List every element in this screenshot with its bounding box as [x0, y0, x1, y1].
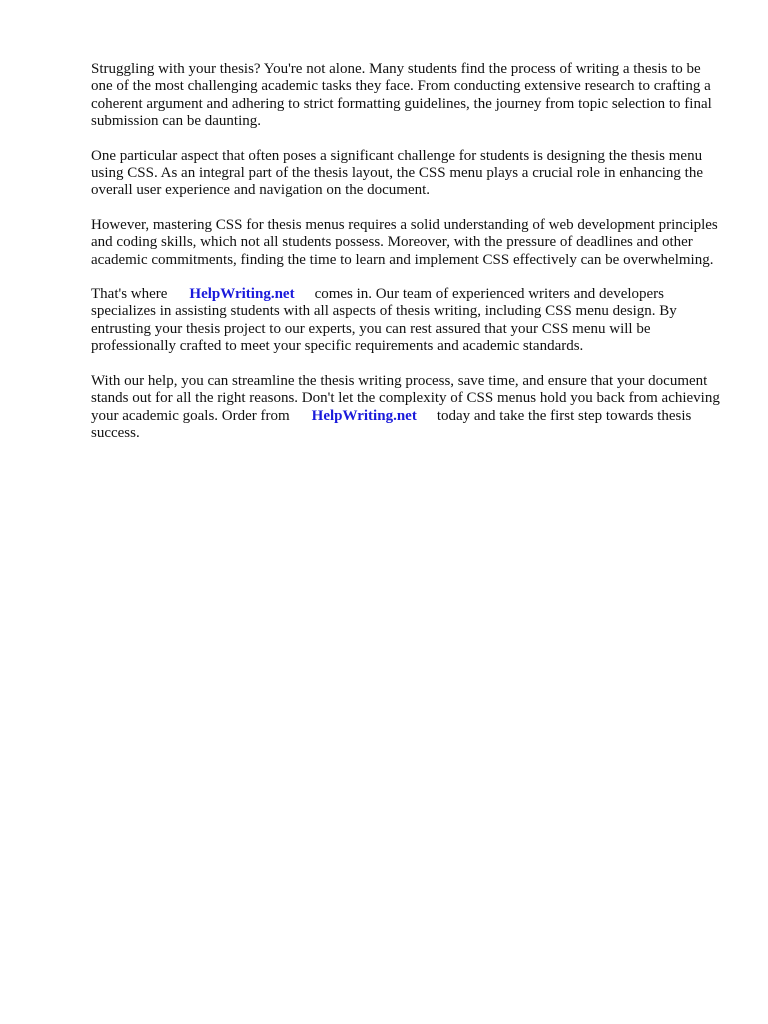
document-body [91, 61, 721, 459]
helpwriting-link[interactable]: HelpWriting.net [311, 407, 417, 424]
helpwriting-link[interactable]: HelpWriting.net [189, 286, 295, 303]
paragraph-call-to-action [91, 373, 721, 443]
paragraph-helpwriting-intro [91, 286, 721, 356]
paragraph-text-before-link: That's where [91, 286, 168, 303]
paragraph-text-after-link: comes in. Our team of experienced writers and developers specializes in assisting students with all aspects of thesis writing, including CSS menu design. By entrusting your thesis project to our experts, you can rest assured that your CSS menu will be professionally crafted to meet your specific requirements and academic standards. [91, 286, 677, 355]
paragraph-mastering-css: However, mastering CSS for thesis menus requires a solid understanding of web development principles and coding skills, which not all students possess. Moreover, with the pressure of deadlines and other academic commitments, finding the time to learn and implement CSS effectively can be overwhelming. [91, 216, 718, 268]
paragraph-css-menu-challenge: One particular aspect that often poses a significant challenge for students is designing the thesis menu using CSS. As an integral part of the thesis layout, the CSS menu plays a crucial role in enhancing the overall user experience and navigation on the document. [91, 147, 703, 199]
paragraph-text-before-link: With our help, you can streamline the thesis writing process, save time, and ensure that your document stands out for all the right reasons. Don't let the complexity of CSS menus hold you back from achieving your academic goals. Order from [91, 372, 720, 424]
paragraph-intro: Struggling with your thesis? You're not alone. Many students find the process of writing a thesis to be one of the most challenging academic tasks they face. From conducting extensive research to crafting a coherent argument and adhering to strict formatting guidelines, the journey from topic selection to final submission can be daunting. [91, 61, 712, 130]
paragraph-text-after-link: today and take the first step towards thesis success. [91, 407, 692, 441]
